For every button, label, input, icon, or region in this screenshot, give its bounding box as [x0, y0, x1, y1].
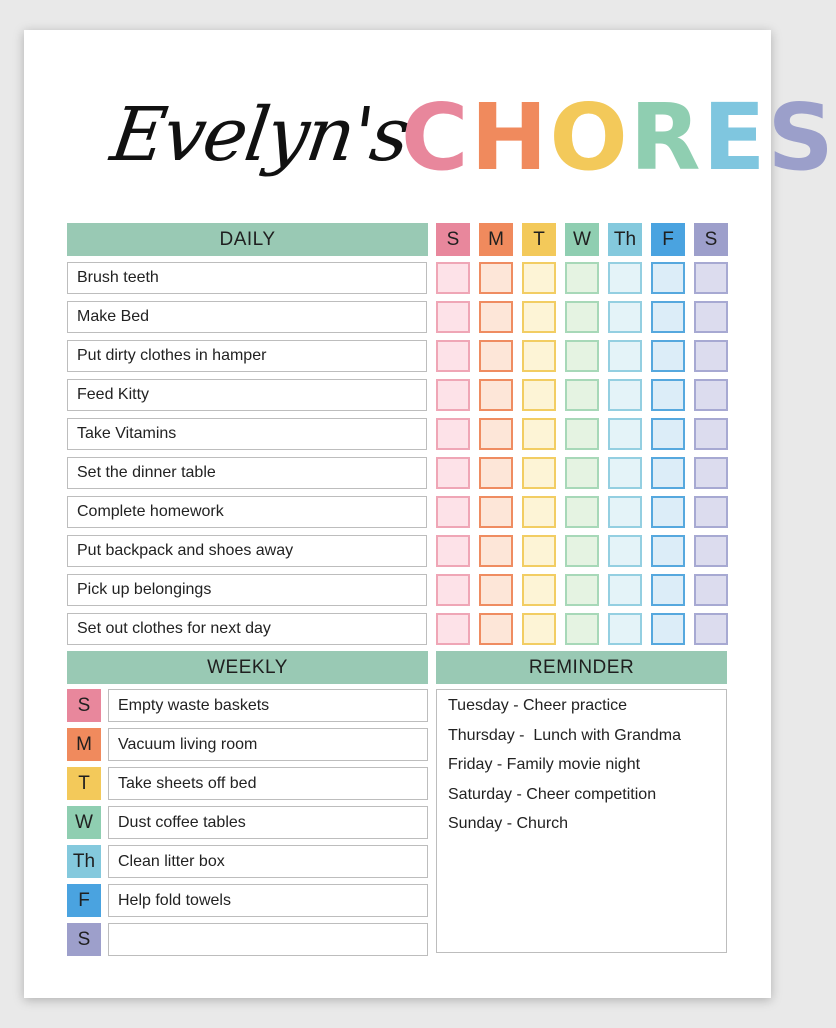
daily-checkbox[interactable] [651, 535, 685, 567]
daily-checkbox[interactable] [608, 379, 642, 411]
daily-checkbox[interactable] [436, 418, 470, 450]
daily-checkbox[interactable] [608, 613, 642, 645]
daily-checkbox[interactable] [522, 574, 556, 606]
day-header: T [522, 223, 556, 256]
daily-checkbox[interactable] [694, 496, 728, 528]
weekly-day-label: T [67, 767, 101, 800]
weekly-task [108, 923, 428, 956]
daily-checkbox[interactable] [522, 379, 556, 411]
daily-task: Put dirty clothes in hamper [67, 340, 427, 372]
daily-checkbox[interactable] [651, 613, 685, 645]
daily-task: Pick up belongings [67, 574, 427, 606]
daily-task: Set out clothes for next day [67, 613, 427, 645]
daily-checkbox[interactable] [436, 613, 470, 645]
daily-checkbox[interactable] [651, 301, 685, 333]
weekly-day-label: Th [67, 845, 101, 878]
daily-checkbox[interactable] [436, 496, 470, 528]
weekly-day-label: M [67, 728, 101, 761]
daily-checkbox[interactable] [479, 418, 513, 450]
weekly-task: Vacuum living room [108, 728, 428, 761]
daily-task: Take Vitamins [67, 418, 427, 450]
day-header: Th [608, 223, 642, 256]
daily-checkbox[interactable] [479, 379, 513, 411]
reminder-line: Saturday - Cheer competition [448, 785, 657, 803]
daily-checkbox[interactable] [651, 496, 685, 528]
chores-letter: E [702, 84, 768, 191]
daily-checkbox[interactable] [565, 613, 599, 645]
daily-task: Feed Kitty [67, 379, 427, 411]
weekly-task: Clean litter box [108, 845, 428, 878]
daily-checkbox[interactable] [565, 457, 599, 489]
weekly-task: Empty waste baskets [108, 689, 428, 722]
daily-checkbox[interactable] [522, 262, 556, 294]
reminder-heading: REMINDER [436, 651, 727, 684]
daily-task: Complete homework [67, 496, 427, 528]
daily-checkbox[interactable] [522, 457, 556, 489]
daily-checkbox[interactable] [608, 574, 642, 606]
chores-letter: C [401, 84, 471, 191]
daily-checkbox[interactable] [522, 535, 556, 567]
daily-checkbox[interactable] [565, 262, 599, 294]
daily-checkbox[interactable] [479, 535, 513, 567]
daily-checkbox[interactable] [522, 496, 556, 528]
daily-checkbox[interactable] [694, 340, 728, 372]
weekly-task: Dust coffee tables [108, 806, 428, 839]
reminder-line: Thursday - Lunch with Grandma [448, 726, 681, 744]
daily-checkbox[interactable] [565, 379, 599, 411]
reminder-line: Sunday - Church [448, 815, 569, 832]
daily-checkbox[interactable] [608, 301, 642, 333]
daily-checkbox[interactable] [694, 457, 728, 489]
daily-checkbox[interactable] [436, 301, 470, 333]
daily-task: Brush teeth [67, 262, 427, 294]
daily-checkbox[interactable] [694, 301, 728, 333]
daily-checkbox[interactable] [522, 301, 556, 333]
daily-checkbox[interactable] [608, 457, 642, 489]
daily-checkbox[interactable] [565, 301, 599, 333]
daily-checkbox[interactable] [608, 418, 642, 450]
daily-checkbox[interactable] [694, 574, 728, 606]
weekly-heading: WEEKLY [67, 651, 428, 684]
weekly-day-label: S [67, 689, 101, 722]
chores-letter: H [470, 84, 550, 191]
day-header: W [565, 223, 599, 256]
daily-checkbox[interactable] [436, 340, 470, 372]
daily-checkbox[interactable] [479, 262, 513, 294]
chores-title [401, 84, 836, 191]
reminder-line: Friday - Family movie night [448, 756, 641, 773]
daily-checkbox[interactable] [694, 262, 728, 294]
daily-checkbox[interactable] [651, 379, 685, 411]
daily-checkbox[interactable] [608, 535, 642, 567]
daily-checkbox[interactable] [436, 457, 470, 489]
daily-checkbox[interactable] [651, 418, 685, 450]
daily-checkbox[interactable] [651, 457, 685, 489]
daily-checkbox[interactable] [608, 262, 642, 294]
chores-letter: R [629, 84, 703, 191]
daily-checkbox[interactable] [479, 301, 513, 333]
daily-checkbox[interactable] [694, 379, 728, 411]
daily-checkbox[interactable] [522, 613, 556, 645]
daily-checkbox[interactable] [479, 613, 513, 645]
daily-checkbox[interactable] [436, 379, 470, 411]
day-header: S [694, 223, 728, 256]
daily-checkbox[interactable] [522, 340, 556, 372]
daily-task: Put backpack and shoes away [67, 535, 427, 567]
daily-checkbox[interactable] [479, 340, 513, 372]
daily-checkbox[interactable] [565, 496, 599, 528]
daily-checkbox[interactable] [651, 262, 685, 294]
daily-checkbox[interactable] [694, 613, 728, 645]
weekly-day-label: S [67, 923, 101, 956]
weekly-day-label: F [67, 884, 101, 917]
day-header: F [651, 223, 685, 256]
weekly-task: Take sheets off bed [108, 767, 428, 800]
daily-checkbox[interactable] [522, 418, 556, 450]
daily-checkbox[interactable] [694, 418, 728, 450]
weekly-task: Help fold towels [108, 884, 428, 917]
daily-checkbox[interactable] [565, 340, 599, 372]
daily-task: Make Bed [67, 301, 427, 333]
daily-checkbox[interactable] [436, 574, 470, 606]
daily-checkbox[interactable] [608, 496, 642, 528]
daily-checkbox[interactable] [436, 262, 470, 294]
daily-checkbox[interactable] [651, 340, 685, 372]
daily-checkbox[interactable] [651, 574, 685, 606]
daily-checkbox[interactable] [565, 535, 599, 567]
daily-checkbox[interactable] [479, 457, 513, 489]
daily-heading: DAILY [67, 223, 428, 256]
daily-checkbox[interactable] [479, 574, 513, 606]
day-header: M [479, 223, 513, 256]
daily-checkbox[interactable] [694, 535, 728, 567]
daily-checkbox[interactable] [565, 418, 599, 450]
daily-checkbox[interactable] [436, 535, 470, 567]
weekly-day-label: W [67, 806, 101, 839]
daily-checkbox[interactable] [608, 340, 642, 372]
daily-checkbox[interactable] [479, 496, 513, 528]
chores-letter: S [767, 84, 836, 191]
child-name-title: Evelyn's [105, 92, 414, 178]
daily-task: Set the dinner table [67, 457, 427, 489]
day-header: S [436, 223, 470, 256]
chores-letter: O [549, 84, 630, 191]
reminder-line: Tuesday - Cheer practice [448, 697, 628, 714]
daily-checkbox[interactable] [565, 574, 599, 606]
